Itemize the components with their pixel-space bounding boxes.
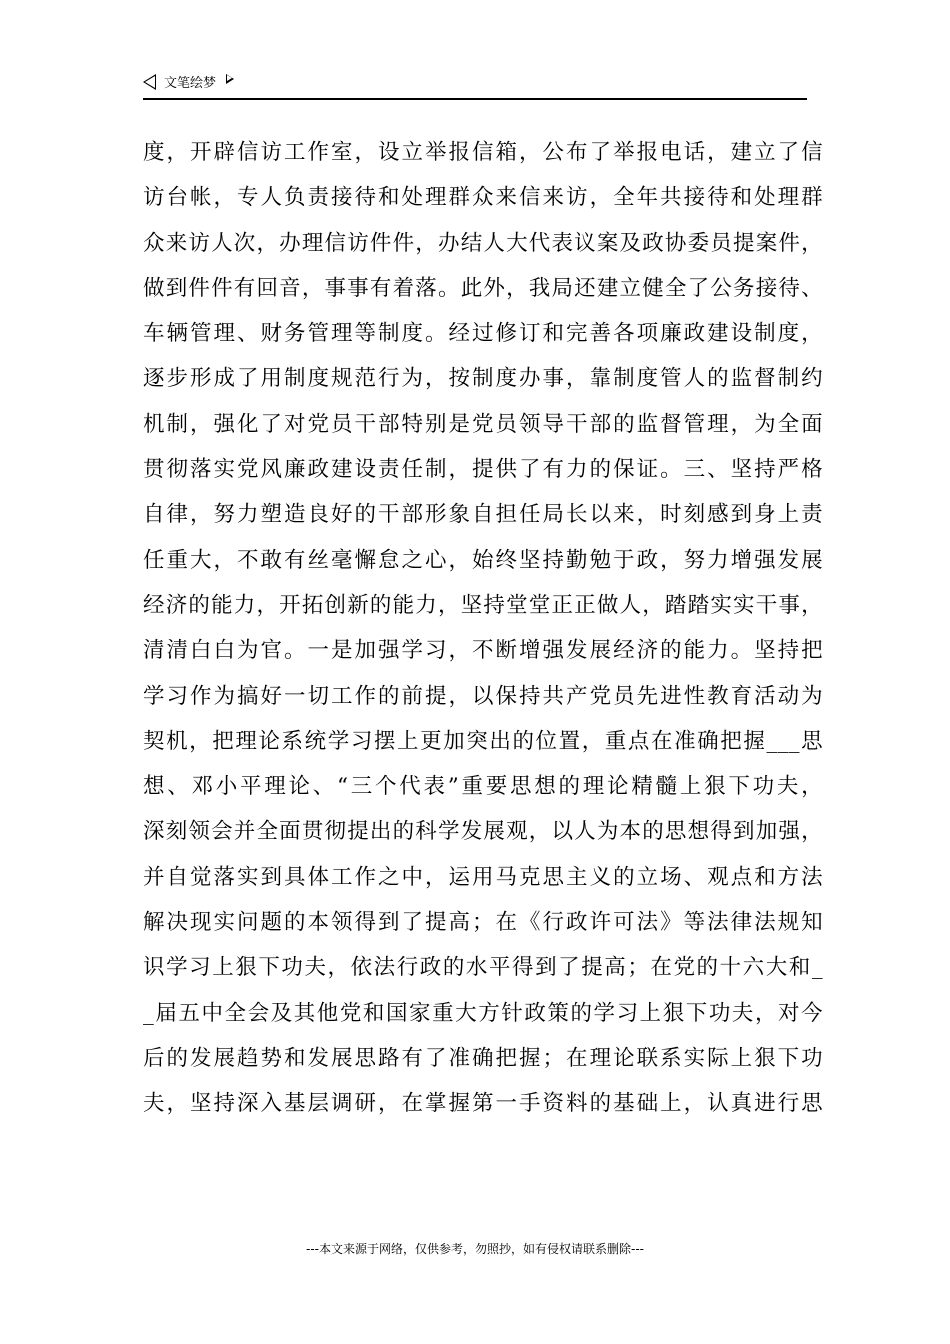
text-line: 深刻领会并全面贯彻提出的科学发展观，以人为本的思想得到加强， bbox=[143, 819, 823, 845]
document-body bbox=[143, 130, 823, 1127]
text-line: 清清白白为官。一是加强学习，不断增强发展经济的能力。坚持把 bbox=[143, 638, 823, 664]
text-line: 夫，坚持深入基层调研，在掌握第一手资料的基础上，认真进行思 bbox=[143, 1091, 823, 1117]
triangle-left-icon bbox=[143, 74, 156, 90]
text-line: 度，开辟信访工作室，设立举报信箱，公布了举报电话，建立了信 bbox=[143, 140, 823, 165]
text-line: 访台帐，专人负责接待和处理群众来信来访，全年共接待和处理群 bbox=[143, 185, 823, 211]
text-line: 经济的能力，开拓创新的能力，坚持堂堂正正做人，踏踏实实干事， bbox=[143, 592, 823, 618]
page-footer: ---本文来源于网络，仅供参考，勿照抄，如有侵权请联系删除--- bbox=[306, 1242, 644, 1256]
brand-label: 文笔绘梦 bbox=[164, 76, 217, 91]
text-line: 车辆管理、财务管理等制度。经过修订和完善各项廉政建设制度， bbox=[143, 321, 823, 347]
text-line: 并自觉落实到具体工作之中，运用马克思主义的立场、观点和方法 bbox=[143, 864, 823, 890]
text-line: 众来访人次，办理信访件件，办结人大代表议案及政协委员提案件， bbox=[143, 230, 823, 256]
text-line: 任重大，不敢有丝毫懈怠之心，始终坚持勤勉于政，努力增强发展 bbox=[143, 547, 823, 573]
text-line: 学习作为搞好一切工作的前提，以保持共产党员先进性教育活动为 bbox=[143, 683, 823, 709]
text-line: 想、邓小平理论、“三个代表”重要思想的理论精髓上狠下功夫， bbox=[143, 774, 823, 800]
triangle-right-icon bbox=[226, 74, 234, 84]
page-header bbox=[143, 68, 807, 100]
text-line: 逐步形成了用制度规范行为，按制度办事，靠制度管人的监督制约 bbox=[143, 366, 823, 392]
text-line: 做到件件有回音，事事有着落。此外，我局还建立健全了公务接待、 bbox=[143, 275, 823, 301]
text-line: _届五中全会及其他党和国家重大方针政策的学习上狠下功夫，对今 bbox=[143, 1000, 823, 1026]
header-brand bbox=[143, 72, 234, 91]
text-line: 契机，把理论系统学习摆上更加突出的位置，重点在准确把握___思 bbox=[143, 728, 823, 754]
text-line: 机制，强化了对党员干部特别是党员领导干部的监督管理，为全面 bbox=[143, 411, 823, 437]
text-line: 贯彻落实党风廉政建设责任制，提供了有力的保证。三、坚持严格 bbox=[143, 457, 823, 483]
text-line: 识学习上狠下功夫，依法行政的水平得到了提高；在党的十六大和_ bbox=[143, 955, 823, 981]
text-line: 自律，努力塑造良好的干部形象自担任局长以来，时刻感到身上责 bbox=[143, 502, 823, 528]
text-line: 后的发展趋势和发展思路有了准确把握；在理论联系实际上狠下功 bbox=[143, 1045, 823, 1071]
text-line: 解决现实问题的本领得到了提高；在《行政许可法》等法律法规知 bbox=[143, 910, 823, 936]
